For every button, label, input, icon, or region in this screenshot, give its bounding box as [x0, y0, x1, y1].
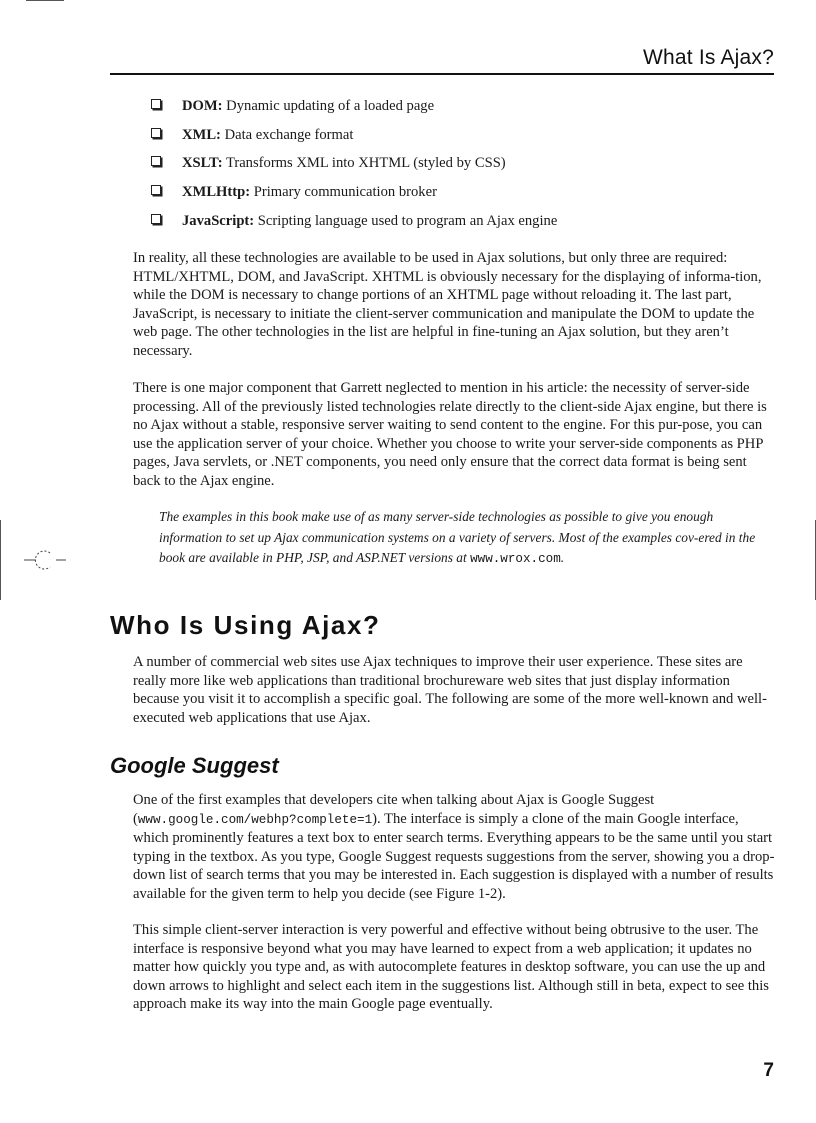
list-item-text: Transforms XML into XHTML (styled by CSS)	[222, 155, 506, 172]
checkbox-bullet-icon	[151, 185, 161, 195]
header-title: What Is Ajax?	[643, 46, 774, 69]
paragraph-commercial-sites: A number of commercial web sites use Ajax techniques to improve their user experience. These sites are really more like web applications than traditional brochureware web sites that just display information because you visit it to accomplish a specific goal. The following are some of the more well-known and well-executed web applications that use Ajax.	[133, 654, 767, 726]
list-item-term: DOM:	[182, 98, 223, 114]
list-item-text: Primary communication broker	[250, 184, 437, 201]
note-end: .	[560, 550, 565, 566]
checkbox-bullet-icon	[151, 99, 161, 109]
technology-list	[151, 96, 771, 239]
checkbox-bullet-icon	[151, 214, 161, 224]
left-crop-line	[0, 520, 1, 600]
list-item-text: Scripting language used to program an Ajax engine	[254, 212, 558, 229]
subsection-heading: Google Suggest	[110, 753, 279, 778]
list-item-term: JavaScript:	[182, 212, 255, 229]
list-item-term: XSLT:	[182, 155, 223, 172]
paragraph-technologies-required: In reality, all these technologies are available to be used in Ajax solutions, but only three are required: HTML/XHTML, DOM, and JavaScript. XHTML is obviously necessary for the displaying of informa-tion, while the DOM is necessary to change portions of an XHTML page without reloading it. The last part, JavaScript, is necessary to initiate the client-server communication and manipulate the DOM to update the web page. The other technologies in the list are helpful in fine-tuning an Ajax solution, but they aren’t necessary.	[133, 250, 762, 359]
list-item	[151, 211, 771, 240]
paragraph-server-side: There is one major component that Garrett neglected to mention in his article: the necessity of server-side processing. All of the previously listed technologies relate directly to the client-side Ajax engine, but there is no Ajax without a stable, responsive server waiting to send content to the engine. For this pur-pose, you can use the application server of your choice. Whether you choose to write your server-side components as PHP pages, Java servlets, or .NET components, you need only ensure that the correct data format is being sent back to the Ajax engine.	[133, 380, 767, 489]
list-item	[151, 125, 771, 154]
note-text: The examples in this book make use of as many server-side technologies as possible to give you enough information to set up Ajax communication systems on a variety of servers. Most of the examples cov-ered in the book are available in PHP, JSP, and ASP.NET versions at	[159, 509, 756, 566]
paragraph-google-suggest	[133, 791, 777, 904]
p4-text-after: ). The interface is simply a clone of the main Google interface, which prominently features a text box to enter search terms. Everything appears to be the same until you start typing in the textbox. As you type, Google Suggest requests suggestions from the server, showing you a drop-down list of search terms that you may be interested in. Each suggestion is displayed with a number of results available for the given term to help you decide (see Figure 1-2).	[133, 810, 775, 902]
google-suggest-url-link[interactable]: www.google.com/webhp?complete=1	[137, 812, 373, 827]
running-header	[110, 46, 774, 75]
list-item-term: XML:	[182, 126, 221, 143]
list-item-text: Dynamic updating of a loaded page	[222, 98, 435, 114]
page-number: 7	[763, 1060, 774, 1081]
checkbox-bullet-icon	[151, 128, 161, 138]
list-item	[151, 182, 771, 211]
p4-text-before: One of the first examples that developers cite when talking about Ajax is Google Suggest (	[133, 792, 655, 827]
checkbox-bullet-icon	[151, 156, 161, 166]
list-item-text: Data exchange format	[220, 126, 354, 143]
list-item	[151, 96, 771, 125]
top-crop-line	[26, 0, 64, 1]
note-paragraph	[159, 507, 779, 570]
section-heading: Who Is Using Ajax?	[110, 610, 381, 640]
paragraph-client-server: This simple client-server interaction is very powerful and effective without being obtrusive to the user. The interface is responsive beyond what you may have learned to expect from a web application; it updates no matter how quickly you type and, as with autocomplete features in desktop software, you can use the up and down arrows to highlight and select each item in the suggestions list. Although still in beta, expect to see this approach make its way into the main Google page eventually.	[133, 922, 769, 1013]
note-url-link[interactable]: www.wrox.com	[470, 552, 561, 567]
registration-mark-icon	[24, 548, 66, 572]
list-item-term: XMLHttp:	[182, 184, 251, 201]
list-item	[151, 153, 771, 182]
